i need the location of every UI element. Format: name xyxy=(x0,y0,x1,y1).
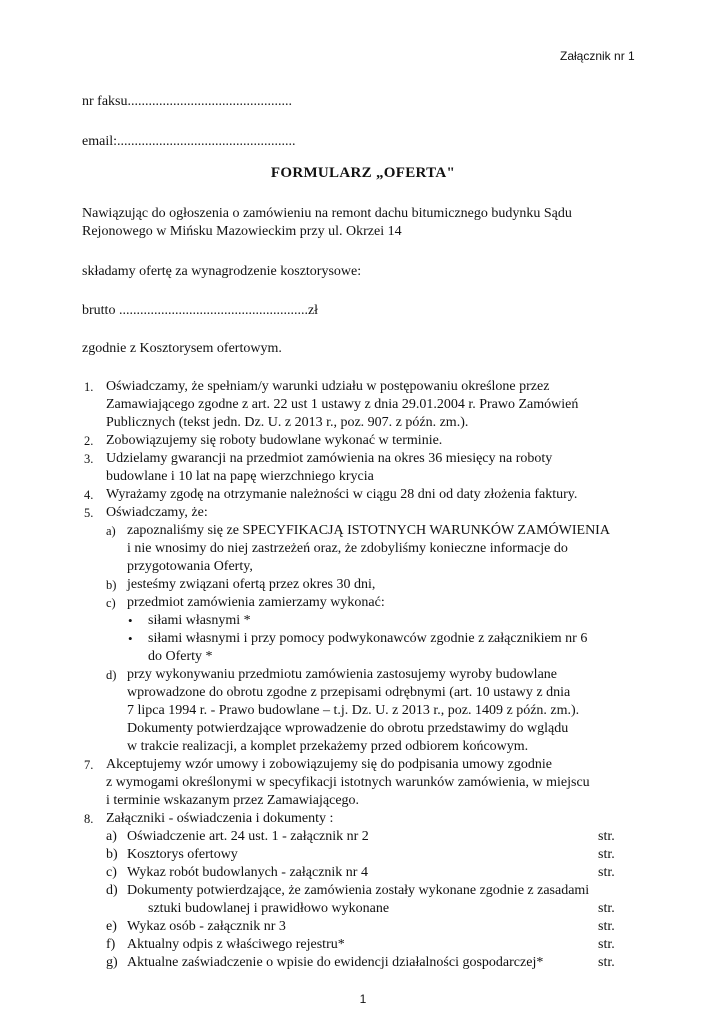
attachment-b-text: Kosztorys ofertowy xyxy=(127,847,238,862)
attachment-page-label: str. xyxy=(598,847,615,862)
bullet-1-line-1: siłami własnymi * xyxy=(148,613,251,628)
sub5d-line-4: Dokumenty potwierdzające wprowadzenie do obrotu przedstawimy do wglądu xyxy=(127,721,569,736)
intro-line-1: Nawiązując do ogłoszenia o zamówieniu na remont dachu bitumicznego budynku Sądu xyxy=(82,206,572,221)
item-3-line-2: budowlane i 10 lat na papę wierzchniego krycia xyxy=(106,469,374,484)
attachment-page-label: str. xyxy=(598,955,615,970)
attachment-a-text: Oświadczenie art. 24 ust. 1 - załącznik nr 2 xyxy=(127,829,369,844)
sub5d-line-1: przy wykonywaniu przedmiotu zamówienia zastosujemy wyroby budowlane xyxy=(127,667,558,682)
offer-line: składamy ofertę za wynagrodzenie kosztorysowe: xyxy=(82,264,362,279)
item-2-line-1: Zobowiązujemy się roboty budowlane wykonać w terminie. xyxy=(106,433,443,448)
item-7-line-3: i terminie wskazanym przez Zamawiającego. xyxy=(106,793,360,808)
attachment-page-label: str. xyxy=(598,829,615,844)
attachment-page-label: str. xyxy=(598,937,615,952)
item-5-line-1: Oświadczamy, że: xyxy=(106,505,208,520)
sub5a-line-2: i nie wnosimy do niej zastrzeżeń oraz, że zdobyliśmy konieczne informacje do xyxy=(127,541,568,556)
bullet-icon: • xyxy=(128,613,133,628)
item-3-line-1: Udzielamy gwarancji na przedmiot zamówienia na okres 36 miesięcy na roboty xyxy=(106,451,553,466)
fax-field-line: nr faksu............................................... xyxy=(82,94,292,109)
according-line: zgodnie z Kosztorysem ofertowym. xyxy=(82,341,282,356)
attachment-d-text-line-2: sztuki budowlanej i prawidłowo wykonane xyxy=(148,901,390,916)
sub5c-line-1: przedmiot zamówienia zamierzamy wykonać: xyxy=(127,595,385,610)
sub5d-line-5: w trakcie realizacji, a komplet przekażemy przed odbiorem końcowym. xyxy=(127,739,529,754)
item-number: 8. xyxy=(84,812,94,826)
sub-letter: a) xyxy=(106,524,116,538)
sub5d-line-3: 7 lipca 1994 r. - Prawo budowlane – t.j. Dz. U. z 2013 r., poz. 1409 z późn. zm.). xyxy=(127,703,580,718)
item-7-line-1: Akceptujemy wzór umowy i zobowiązujemy się do podpisania umowy zgodnie xyxy=(106,757,552,772)
attachment-letter: f) xyxy=(106,937,116,952)
bullet-2-line-2: do Oferty * xyxy=(148,649,213,664)
attachment-letter: d) xyxy=(106,883,118,898)
sub-letter: d) xyxy=(106,668,117,682)
intro-line-2: Rejonowego w Mińsku Mazowieckim przy ul. Okrzei 14 xyxy=(82,224,402,239)
item-number: 5. xyxy=(84,506,94,520)
item-number: 3. xyxy=(84,452,94,466)
sub5a-line-3: przygotowania Oferty, xyxy=(127,559,253,574)
item-number: 2. xyxy=(84,434,94,448)
attachment-page-label: str. xyxy=(598,901,615,916)
bullet-icon: • xyxy=(128,631,133,646)
attachment-label: Załącznik nr 1 xyxy=(560,49,635,63)
attachment-c-text: Wykaz robót budowlanych - załącznik nr 4 xyxy=(127,865,368,880)
item-8-label: Załączniki - oświadczenia i dokumenty : xyxy=(106,811,334,826)
item-1-line-1: Oświadczamy, że spełniam/y warunki udziału w postępowaniu określone przez xyxy=(106,379,550,394)
item-number: 1. xyxy=(84,380,94,394)
sub5d-line-2: wprowadzone do obrotu zgodne z przepisami odrębnymi (art. 10 ustawy z dnia xyxy=(127,685,571,700)
sub-letter: c) xyxy=(106,596,116,610)
email-field-line: email:................................................... xyxy=(82,134,296,149)
attachment-page-label: str. xyxy=(598,919,615,934)
sub5a-line-1: zapoznaliśmy się ze SPECYFIKACJĄ ISTOTNYCH WARUNKÓW ZAMÓWIENIA xyxy=(127,523,610,538)
bullet-2-line-1: siłami własnymi i przy pomocy podwykonawców zgodnie z załącznikiem nr 6 xyxy=(148,631,588,646)
attachment-letter: b) xyxy=(106,847,118,862)
form-title: FORMULARZ „OFERTA" xyxy=(270,165,456,181)
item-number: 7. xyxy=(84,758,94,772)
item-7-line-2: z wymogami określonymi w specyfikacji istotnych warunków zamówienia, w miejscu xyxy=(106,775,590,790)
attachment-f-text: Aktualny odpis z właściwego rejestru* xyxy=(127,937,345,952)
brutto-line: brutto ......................................................zł xyxy=(82,303,319,318)
attachment-d-text-line-1: Dokumenty potwierdzające, że zamówienia zostały wykonane zgodnie z zasadami xyxy=(127,883,590,898)
attachment-page-label: str. xyxy=(598,865,615,880)
item-1-line-3: Publicznych (tekst jedn. Dz. U. z 2013 r., poz. 907. z późn. zm.). xyxy=(106,415,469,430)
attachment-g-text: Aktualne zaświadczenie o wpisie do ewidencji działalności gospodarczej* xyxy=(127,955,544,970)
item-1-line-2: Zamawiającego zgodne z art. 22 ust 1 ustawy z dnia 29.01.2004 r. Prawo Zamówień xyxy=(106,397,579,412)
attachment-letter: e) xyxy=(106,919,117,934)
page-number: 1 xyxy=(359,992,367,1006)
attachment-letter: g) xyxy=(106,955,118,970)
attachment-e-text: Wykaz osób - załącznik nr 3 xyxy=(127,919,286,934)
attachment-letter: c) xyxy=(106,865,117,880)
item-4-line-1: Wyrażamy zgodę na otrzymanie należności w ciągu 28 dni od daty złożenia faktury. xyxy=(106,487,578,502)
sub5b-line-1: jesteśmy związani ofertą przez okres 30 dni, xyxy=(127,577,376,592)
sub-letter: b) xyxy=(106,578,117,592)
item-number: 4. xyxy=(84,488,94,502)
attachment-letter: a) xyxy=(106,829,117,844)
